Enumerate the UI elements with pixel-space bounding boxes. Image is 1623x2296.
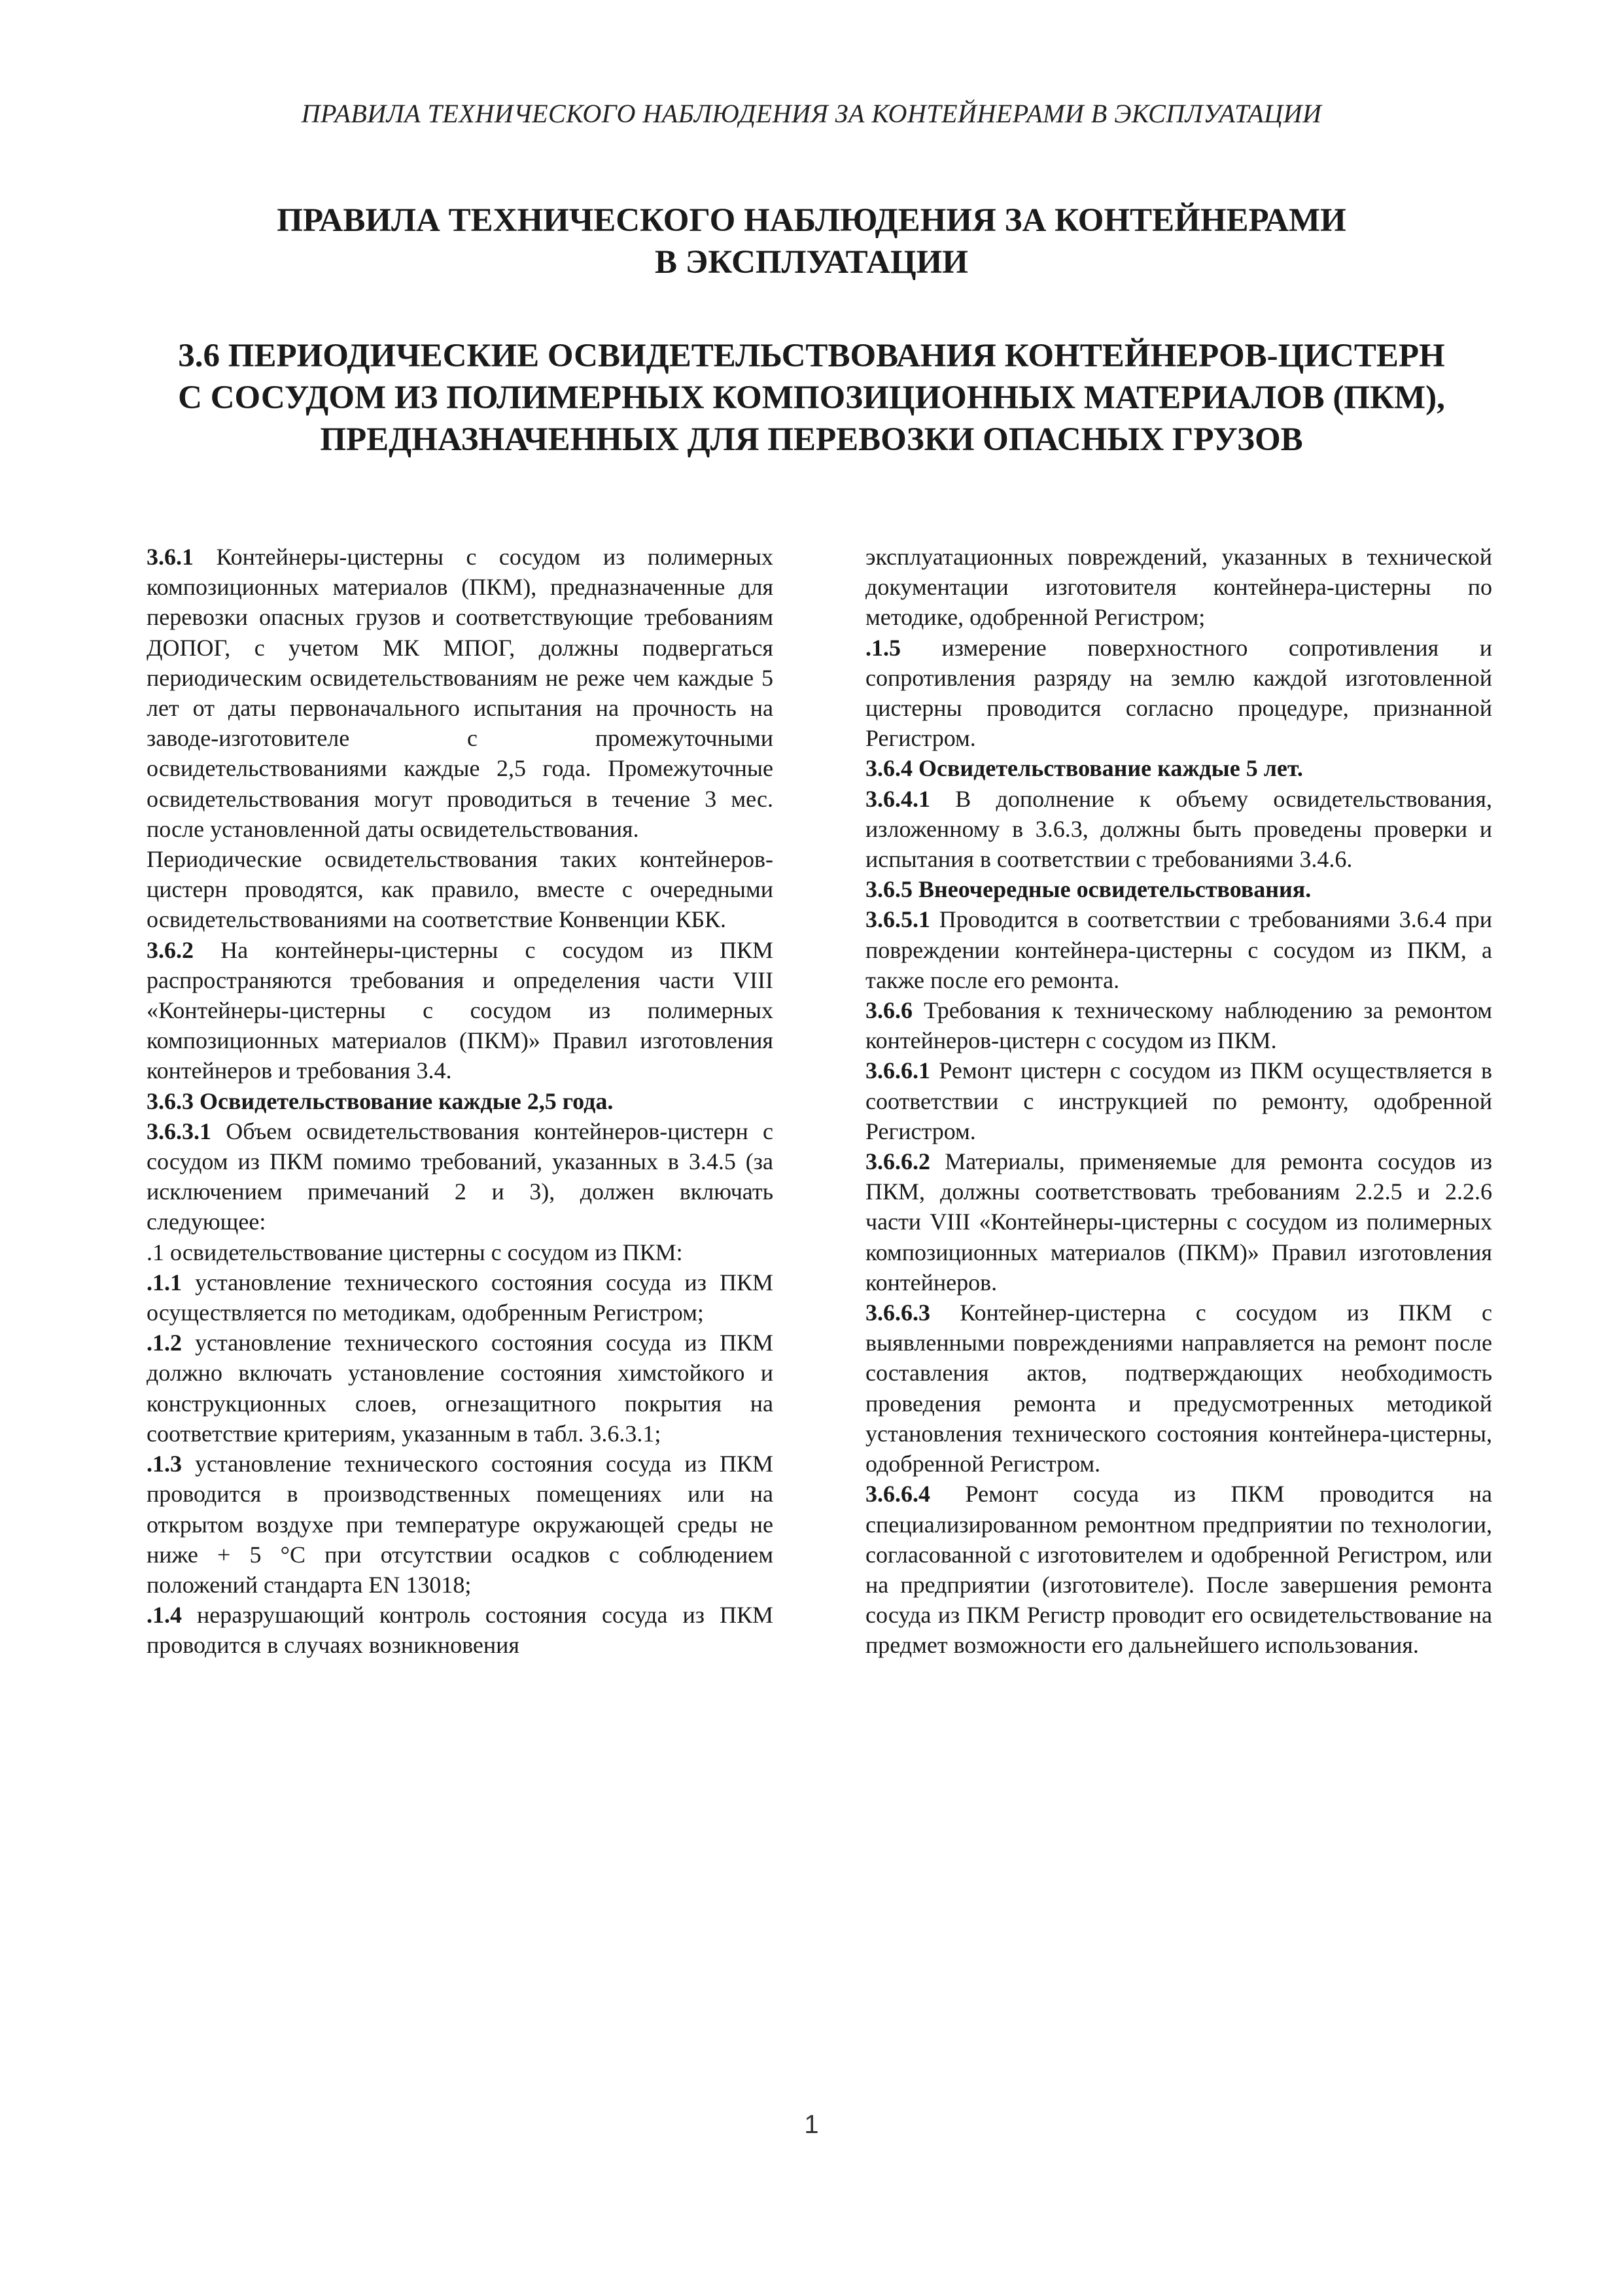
paragraph-continued <box>865 542 1492 633</box>
document-title-line: ПРАВИЛА ТЕХНИЧЕСКОГО НАБЛЮДЕНИЯ ЗА КОНТЕЙНЕРАМИ <box>277 202 1346 239</box>
clause-number: 3.6.1 <box>147 544 194 570</box>
list-item-1-1 <box>147 1267 773 1328</box>
clause-number: .1.1 <box>147 1269 182 1296</box>
subsection-heading-3-6-5 <box>865 874 1492 904</box>
paragraph-text: Ремонт цистерн с сосудом из ПКМ осуществляется в соответствии с инструкцией по ремонту, одобренной Регистром. <box>865 1057 1492 1144</box>
paragraph-text: установление технического состояния сосуда из ПКМ проводится в производственных помещениях или на открытом воздухе при температуре окружающей среды не ниже + 5 °С при отсутствии осадков с соблюдением положений стандарта EN 13018; <box>147 1451 773 1598</box>
section-title-line: ПРЕДНАЗНАЧЕННЫХ ДЛЯ ПЕРЕВОЗКИ ОПАСНЫХ ГРУЗОВ <box>320 421 1303 458</box>
list-item-1 <box>147 1237 773 1267</box>
paragraph-text: Проводится в соответствии с требованиями 3.6.4 при повреждении контейнера-цистерны с сосудом из ПКМ, а также после его ремонта. <box>865 906 1492 993</box>
paragraph-text: Объем освидетельствования контейнеров-цистерн с сосудом из ПКМ помимо требований, указанных в 3.4.5 (за исключением примечаний 2 и 3), должен включать следующее: <box>147 1118 773 1235</box>
paragraph-3-6-5-1 <box>865 904 1492 995</box>
paragraph-text: В дополнение к объему освидетельствования, изложенному в 3.6.3, должны быть проведены проверки и испытания в соответствии с требованиями 3.4.6. <box>865 785 1492 873</box>
paragraph-3-6-6-3 <box>865 1298 1492 1479</box>
paragraph-text: установление технического состояния сосуда из ПКМ должно включать установление состояния химстойкого и конструкционных слоев, огнезащитного покрытия на соответствие критериям, указанным в табл. 3.6.3.1; <box>147 1330 773 1447</box>
paragraph-text: эксплуатационных повреждений, указанных в технической документации изготовителя контейнера-цистерны по методике, одобренной Регистром; <box>865 544 1492 631</box>
clause-number: .1.4 <box>147 1602 182 1629</box>
clause-number: 3.6.6.4 <box>865 1481 930 1508</box>
paragraph-3-6-6 <box>865 995 1492 1055</box>
paragraph-3-6-3-1 <box>147 1116 773 1237</box>
heading-text: 3.6.3 Освидетельствование каждые 2,5 года. <box>147 1087 614 1114</box>
paragraph-text: Требования к техническому наблюдению за ремонтом контейнеров-цистерн с сосудом из ПКМ. <box>865 997 1492 1054</box>
running-header: ПРАВИЛА ТЕХНИЧЕСКОГО НАБЛЮДЕНИЯ ЗА КОНТЕЙНЕРАМИ В ЭКСПЛУАТАЦИИ <box>301 99 1322 128</box>
clause-number: 3.6.4.1 <box>865 785 930 812</box>
paragraph-text: На контейнеры-цистерны с сосудом из ПКМ распространяются требования и определения части VIII «Контейнеры-цистерны с сосудом из полимерных композиционных материалов (ПКМ)» Правил изготовления контейнеров и требования 3.4. <box>147 936 773 1084</box>
clause-number: 3.6.6 <box>865 997 913 1024</box>
paragraph <box>147 844 773 935</box>
heading-text: 3.6.5 Внеочередные освидетельствования. <box>865 876 1312 903</box>
paragraph-3-6-1 <box>147 542 773 844</box>
paragraph-text: Материалы, применяемые для ремонта сосудов из ПКМ, должны соответствовать требованиям 2.2.5 и 2.2.6 части VIII «Контейнеры-цистерны с сосудом из полимерных композиционных материалов (ПКМ)» Правил изготовления контейнеров. <box>865 1148 1492 1296</box>
clause-number: .1.5 <box>865 634 901 661</box>
clause-number: 3.6.3.1 <box>147 1118 211 1144</box>
clause-number: 3.6.6.1 <box>865 1057 930 1084</box>
section-title <box>0 335 1623 461</box>
paragraph-text: Ремонт сосуда из ПКМ проводится на специализированном ремонтном предприятии по технологии, согласованной с изготовителем и одобренной Регистром, или на предприятии (изготовителе). После завершения ремонта сосуда из ПКМ Регистр проводит его освидетельствование на предмет возможности его дальнейшего использования. <box>865 1481 1492 1659</box>
heading-text: 3.6.4 Освидетельствование каждые 5 лет. <box>865 755 1303 782</box>
clause-number: .1.2 <box>147 1330 182 1356</box>
clause-number: 3.6.2 <box>147 936 194 963</box>
document-title <box>0 200 1623 283</box>
section-title-line: 3.6 ПЕРИОДИЧЕСКИЕ ОСВИДЕТЕЛЬСТВОВАНИЯ КОНТЕЙНЕРОВ-ЦИСТЕРН <box>178 338 1445 374</box>
paragraph-text: Периодические освидетельствования таких контейнеров-цистерн проводятся, как правило, вместе с очередными освидетельствованиями на соответствие Конвенции КБК. <box>147 846 773 933</box>
document-title-line: В ЭКСПЛУАТАЦИИ <box>655 244 968 281</box>
subsection-heading-3-6-4 <box>865 753 1492 783</box>
section-title-line: С СОСУДОМ ИЗ ПОЛИМЕРНЫХ КОМПОЗИЦИОННЫХ МАТЕРИАЛОВ (ПКМ), <box>178 380 1445 416</box>
paragraph-text: Контейнеры-цистерны с сосудом из полимерных композиционных материалов (ПКМ), предназначенные для перевозки опасных грузов и соответствующие требованиям ДОПОГ, с учетом МК МПОГ, должны подвергаться периодическим освидетельствованиям не реже чем каждые 5 лет от даты первоначального испытания на прочность на заводе-изготовителе с промежуточными освидетельствованиями каждые 2,5 года. Промежуточные освидетельствования могут проводиться в течение 3 мес. после установленной даты освидетельствования. <box>147 544 773 842</box>
right-column <box>865 542 1492 1661</box>
clause-number: .1.3 <box>147 1451 182 1477</box>
left-column <box>147 542 773 1661</box>
paragraph-3-6-6-1 <box>865 1055 1492 1146</box>
subsection-heading-3-6-3 <box>147 1086 773 1116</box>
paragraph-text: установление технического состояния сосуда из ПКМ осуществляется по методикам, одобренным Регистром; <box>147 1269 773 1326</box>
paragraph-text: неразрушающий контроль состояния сосуда из ПКМ проводится в случаях возникновения <box>147 1602 773 1659</box>
list-item-1-3 <box>147 1449 773 1600</box>
paragraph-text: Контейнер-цистерна с сосудом из ПКМ с выявленными повреждениями направляется на ремонт после составления актов, подтверждающих необходимость проведения ремонта и предусмотренных методикой установления технического состояния контейнера-цистерны, одобренной Регистром. <box>865 1299 1492 1477</box>
paragraph-3-6-6-4 <box>865 1479 1492 1660</box>
paragraph-3-6-6-2 <box>865 1146 1492 1298</box>
list-item-1-2 <box>147 1328 773 1449</box>
paragraph-3-6-2 <box>147 935 773 1086</box>
page-number: 1 <box>804 2110 819 2139</box>
paragraph-3-6-4-1 <box>865 784 1492 875</box>
clause-number: 3.6.6.2 <box>865 1148 930 1175</box>
paragraph-text: измерение поверхностного сопротивления и сопротивления разряду на землю каждой изготовленной цистерны проводится согласно процедуре, признанной Регистром. <box>865 634 1492 752</box>
list-item-1-5 <box>865 633 1492 754</box>
clause-number: 3.6.5.1 <box>865 906 930 933</box>
list-item-1-4 <box>147 1600 773 1660</box>
clause-number: 3.6.6.3 <box>865 1299 930 1326</box>
paragraph-text: .1 освидетельствование цистерны с сосудом из ПКМ: <box>147 1239 683 1265</box>
